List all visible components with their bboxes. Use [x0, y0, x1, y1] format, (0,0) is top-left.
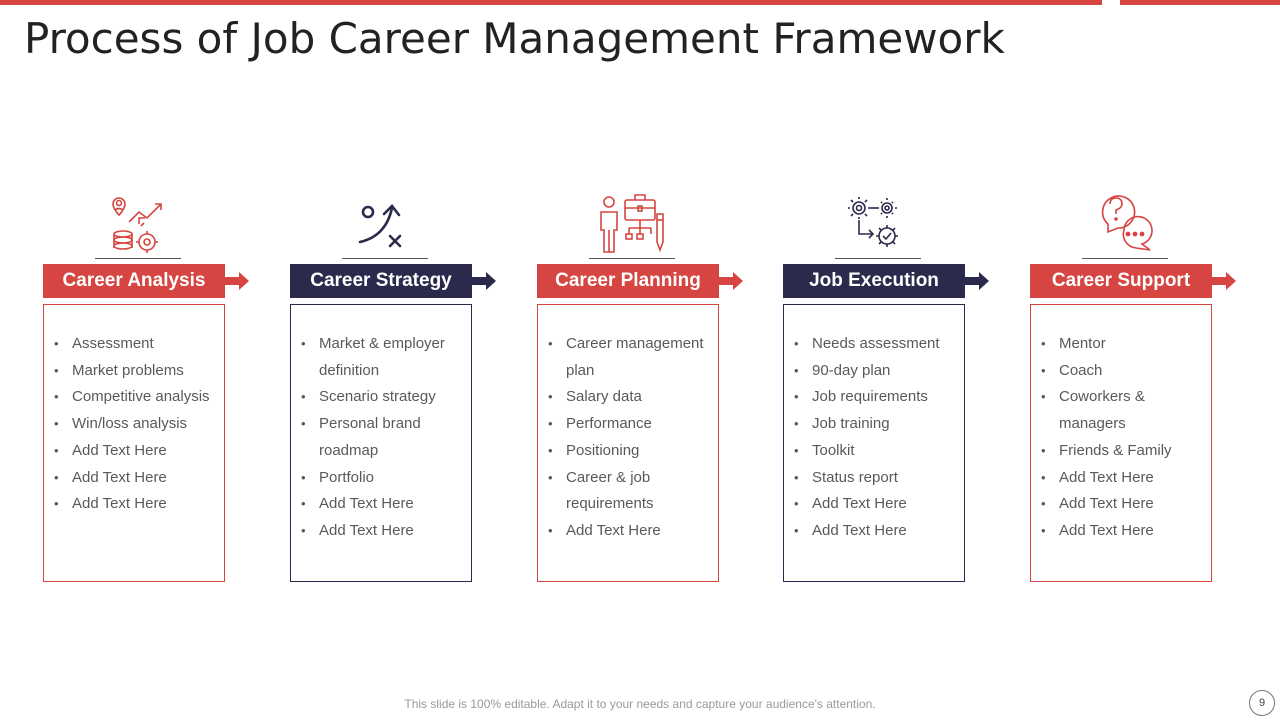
list-item: • 90-day plan [812, 358, 956, 385]
list-item: • Add Text Here [72, 465, 216, 492]
list-item: • Mentor [1059, 331, 1203, 358]
list-item: • Market problems [72, 358, 216, 385]
list-item: • Positioning [566, 438, 710, 465]
list-item: • Career management plan [566, 331, 710, 384]
analysis-coins-gear-icon [95, 190, 181, 259]
arrow-right-icon [472, 272, 498, 290]
list-item: • Performance [566, 411, 710, 438]
list-item: • Toolkit [812, 438, 956, 465]
column-career-analysis [43, 190, 253, 582]
header-label: Career Strategy [310, 270, 452, 291]
header-label: Career Planning [555, 270, 701, 291]
page-number-label: 9 [1258, 697, 1266, 709]
header-career-analysis [43, 264, 225, 298]
arrow-right-icon [1212, 272, 1238, 290]
strategy-arrow-icon [342, 190, 428, 259]
list-item: • Competitive analysis [72, 384, 216, 411]
list-box-career-planning [537, 304, 719, 582]
list-box-career-analysis [43, 304, 225, 582]
list-item: • Add Text Here [319, 518, 463, 545]
top-accent-bar-right [1120, 0, 1280, 5]
list-item: • Career & job requirements [566, 465, 710, 518]
list-box-career-strategy [290, 304, 472, 582]
arrow-right-icon [965, 272, 991, 290]
top-accent-bar [0, 0, 1102, 5]
list-box-job-execution [783, 304, 965, 582]
list-item: • Needs assessment [812, 331, 956, 358]
list-item: • Add Text Here [1059, 518, 1203, 545]
column-career-support [1030, 190, 1240, 582]
column-career-planning [537, 190, 747, 582]
list-item: • Add Text Here [319, 491, 463, 518]
list-item: • Portfolio [319, 465, 463, 492]
column-career-strategy [290, 190, 500, 582]
list-item: • Job training [812, 411, 956, 438]
list-item: • Job requirements [812, 384, 956, 411]
column-job-execution [783, 190, 993, 582]
list-item: • Status report [812, 465, 956, 492]
list-item: • Add Text Here [1059, 465, 1203, 492]
list-item: • Friends & Family [1059, 438, 1203, 465]
list-item: • Add Text Here [812, 518, 956, 545]
list-item: • Add Text Here [566, 518, 710, 545]
arrow-right-icon [225, 272, 251, 290]
list-box-career-support [1030, 304, 1212, 582]
slide-title: Process of Job Career Management Framework [24, 14, 1005, 63]
header-career-support [1030, 264, 1212, 298]
header-career-planning [537, 264, 719, 298]
list-item: • Coworkers & managers [1059, 384, 1203, 437]
list-item: • Coach [1059, 358, 1203, 385]
header-label: Job Execution [809, 270, 939, 291]
header-label: Career Support [1051, 270, 1191, 291]
list-item: • Add Text Here [812, 491, 956, 518]
gears-check-icon [835, 190, 921, 259]
header-job-execution [783, 264, 965, 298]
list-item: • Market & employer definition [319, 331, 463, 384]
page-number [1249, 690, 1275, 716]
list-item: • Add Text Here [72, 438, 216, 465]
list-item: • Personal brand roadmap [319, 411, 463, 464]
arrow-right-icon [719, 272, 745, 290]
header-label: Career Analysis [62, 270, 206, 291]
list-item: • Assessment [72, 331, 216, 358]
header-career-strategy [290, 264, 472, 298]
list-item: • Salary data [566, 384, 710, 411]
list-item: • Scenario strategy [319, 384, 463, 411]
list-item: • Win/loss analysis [72, 411, 216, 438]
footer-note: This slide is 100% editable. Adapt it to your needs and capture your audience's attention. [404, 697, 876, 711]
list-item: • Add Text Here [1059, 491, 1203, 518]
person-briefcase-icon [589, 190, 675, 259]
question-chat-icon [1082, 190, 1168, 259]
list-item: • Add Text Here [72, 491, 216, 518]
